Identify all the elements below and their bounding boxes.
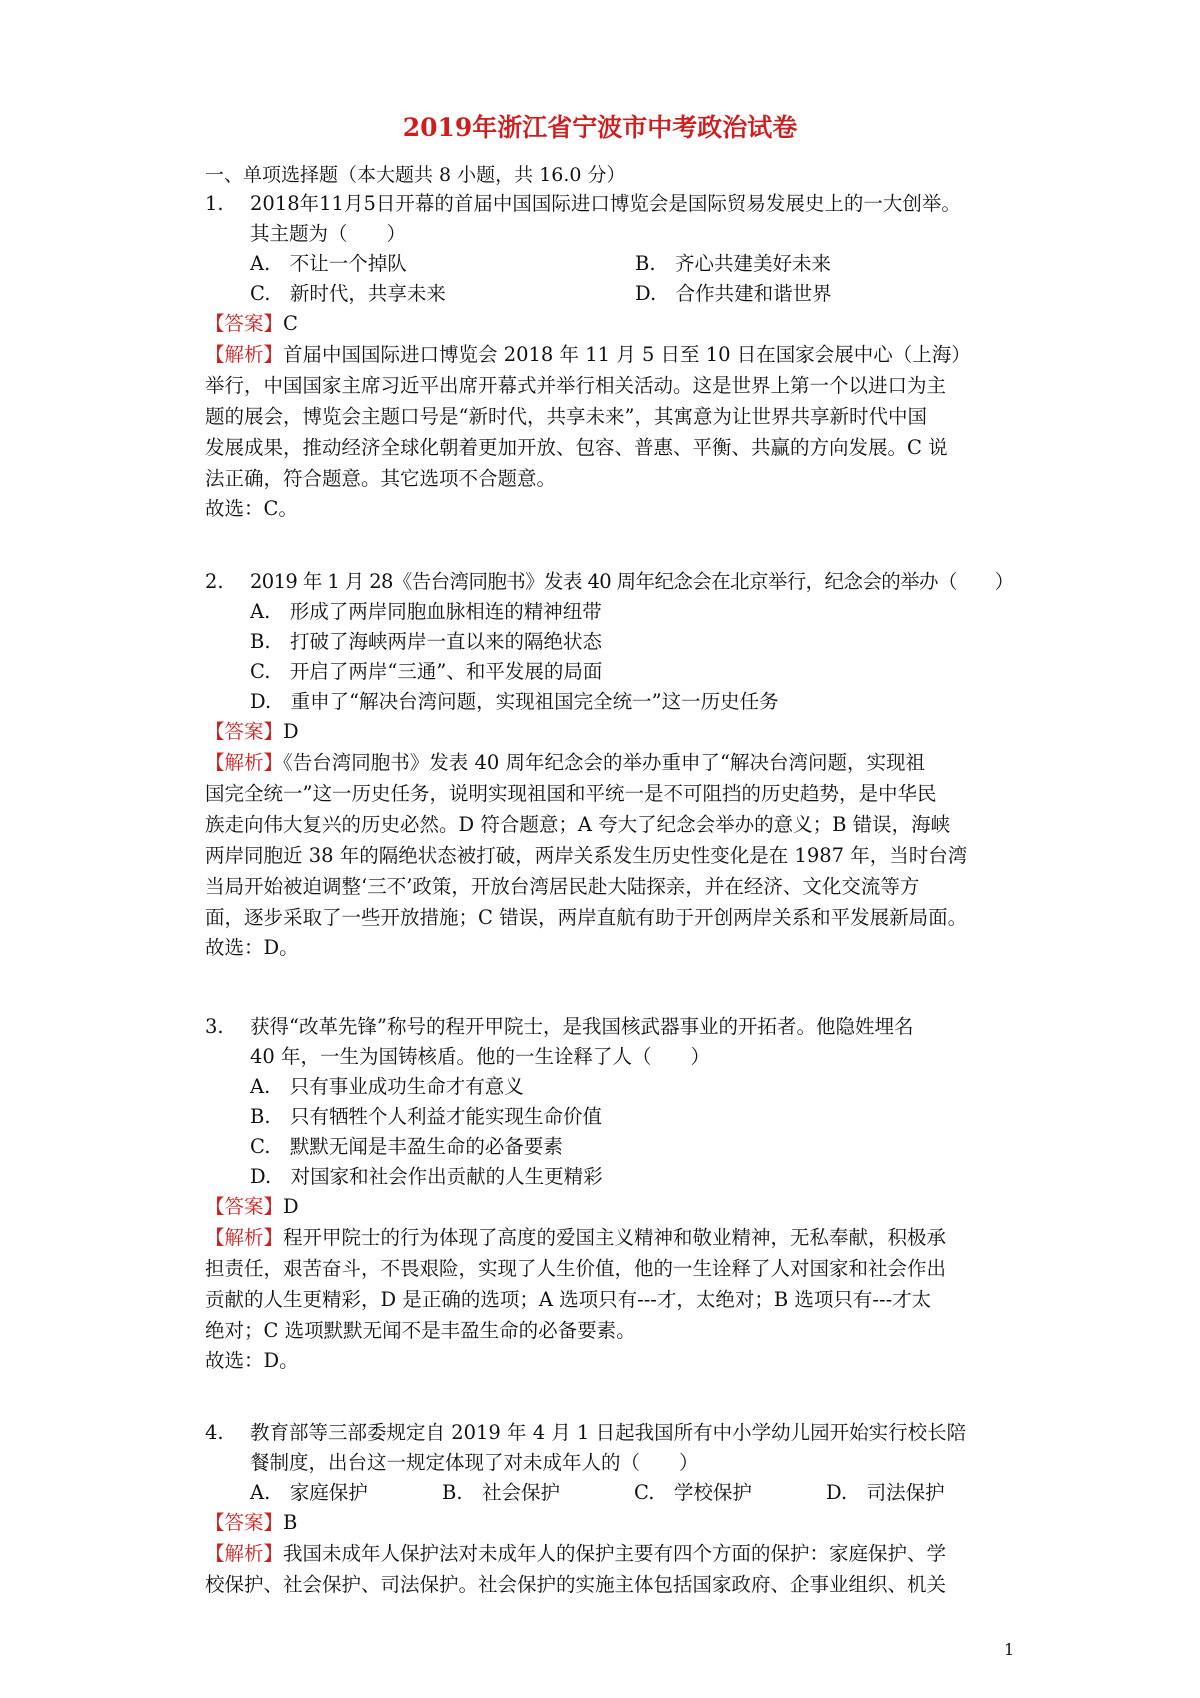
answer-value: C [283,312,298,335]
analysis-line: 首届中国国际进口博览会 2018 年 11 月 5 日至 10 日在国家会展中心（上海） [283,343,971,366]
option-c: C. 新时代，共享未来 [250,282,446,305]
option-b: B. 打破了海峡两岸一直以来的隔绝状态 [250,630,603,653]
option-a: A. 不让一个掉队 [250,252,407,275]
analysis-line: 族走向伟大复兴的历史必然。D 符合题意；A 夸大了纪念会举办的意义；B 错误，海峡 [205,813,951,836]
answer-line [205,1192,1025,1222]
option-a: A. 形成了两岸同胞血脉相连的精神纽带 [250,600,602,623]
question-stem-line: 其主题为（ ） [250,222,407,245]
analysis [205,747,1025,933]
analysis-line: 校保护、社会保护、司法保护。社会保护的实施主体包括国家政府、企事业组织、机关 [205,1573,947,1596]
analysis [205,339,1025,494]
option-d: D. 合作共建和谐世界 [635,282,832,305]
option-c: C. 开启了两岸“三通”、和平发展的局面 [250,660,603,683]
option-d: D. 重申了“解决台湾问题，实现祖国完全统一”这一历史任务 [250,690,779,713]
conclusion: 故选：C。 [205,497,298,520]
option-b: B. 齐心共建美好未来 [635,252,832,275]
answer-line [205,717,1025,747]
answer-value: B [283,1511,298,1534]
analysis-tag: 【解析】 [205,1542,284,1565]
analysis [205,1538,1025,1600]
analysis-line: 两岸同胞近 38 年的隔绝状态被打破，两岸关系发生历史性变化是在 1987 年，当时台湾 [205,844,968,867]
analysis-line: 发展成果，推动经济全球化朝着更加开放、包容、普惠、平衡、共赢的方向发展。C 说 [205,436,948,459]
analysis-tag: 【解析】 [205,343,284,366]
question-4 [205,1418,1025,1600]
answer-tag: 【答案】 [205,312,284,335]
option-b: B. 社会保护 [442,1481,561,1504]
analysis-line: 举行，中国国家主席习近平出席开幕式并举行相关活动。这是世界上第一个以进口为主 [205,374,947,397]
analysis-line: 当局开始被迫调整‘三不’政策，开放台湾居民赴大陆探亲，并在经济、文化交流等方 [205,875,920,898]
option-d: D. 对国家和社会作出贡献的人生更精彩 [250,1165,603,1188]
question-stem-line: 2018年11月5日开幕的首届中国国际进口博览会是国际贸易发展史上的一大创举。 [250,192,961,215]
question-number: 4. [205,1421,224,1444]
answer-value: D [283,1195,299,1218]
option-a: A. 家庭保护 [250,1481,368,1504]
question-2 [205,567,1025,963]
question-1 [205,189,1025,524]
analysis-tag: 【解析】 [205,751,284,774]
analysis-line: 面，逐步采取了一些开放措施；C 错误，两岸直航有助于开创两岸关系和平发展新局面。 [205,906,968,929]
answer-value: D [283,720,299,743]
analysis-line: 绝对；C 选项默默无闻不是丰盈生命的必备要素。 [205,1319,636,1342]
analysis-tag: 【解析】 [205,1226,284,1249]
section-heading: 一、单项选择题（本大题共 8 小题，共 16.0 分） [205,164,626,186]
question-stem-line: 餐制度，出台这一规定体现了对未成年人的（ ） [250,1451,699,1474]
analysis-line: 题的展会，博览会主题口号是“新时代，共享未来”，其寓意为让世界共享新时代中国 [205,405,927,428]
option-c: C. 默默无闻是丰盈生命的必备要素 [250,1135,563,1158]
analysis [205,1222,1025,1346]
option-c: C. 学校保护 [634,1481,752,1504]
question-number: 1. [205,192,224,215]
answer-line [205,1508,1025,1538]
option-d: D. 司法保护 [826,1481,945,1504]
question-stem-line: 获得“改革先锋”称号的程开甲院士，是我国核武器事业的开拓者。他隐姓埋名 [250,1015,914,1038]
answer-tag: 【答案】 [205,1511,284,1534]
question-number: 3. [205,1015,224,1038]
analysis-line: 《告台湾同胞书》发表 40 周年纪念会的举办重申了“解决台湾问题，实现祖 [283,751,925,774]
answer-tag: 【答案】 [205,720,284,743]
analysis-line: 担责任，艰苦奋斗，不畏艰险，实现了人生价值，他的一生诠释了人对国家和社会作出 [205,1257,947,1280]
page-title: 2019年浙江省宁波市中考政治试卷 [402,113,798,142]
question-stem-line: 2019 年 1 月 28《告台湾同胞书》发表 40 周年纪念会在北京举行，纪念会的举办（ ） [250,570,1014,593]
conclusion: 故选：D。 [205,936,299,959]
question-stem-line: 教育部等三部委规定自 2019 年 4 月 1 日起我国所有中小学幼儿园开始实行校长陪 [250,1421,967,1444]
question-number: 2. [205,570,224,593]
analysis-line: 法正确，符合题意。其它选项不合题意。 [205,467,557,490]
question-stem-line: 40 年，一生为国铸核盾。他的一生诠释了人（ ） [250,1045,711,1068]
answer-tag: 【答案】 [205,1195,284,1218]
option-a: A. 只有事业成功生命才有意义 [250,1075,524,1098]
question-3 [205,1012,1025,1376]
conclusion: 故选：D。 [205,1349,299,1372]
option-b: B. 只有牺牲个人利益才能实现生命价值 [250,1105,603,1128]
analysis-line: 我国未成年人保护法对未成年人的保护主要有四个方面的保护：家庭保护、学 [283,1542,947,1565]
page-number: 1 [1004,1640,1015,1659]
answer-line [205,309,1025,339]
analysis-line: 国完全统一”这一历史任务，说明实现祖国和平统一是不可阻挡的历史趋势，是中华民 [205,782,937,805]
analysis-line: 贡献的人生更精彩，D 是正确的选项；A 选项只有---才，太绝对；B 选项只有---才太 [205,1288,932,1311]
analysis-line: 程开甲院士的行为体现了高度的爱国主义精神和敬业精神，无私奉献，积极承 [283,1226,947,1249]
